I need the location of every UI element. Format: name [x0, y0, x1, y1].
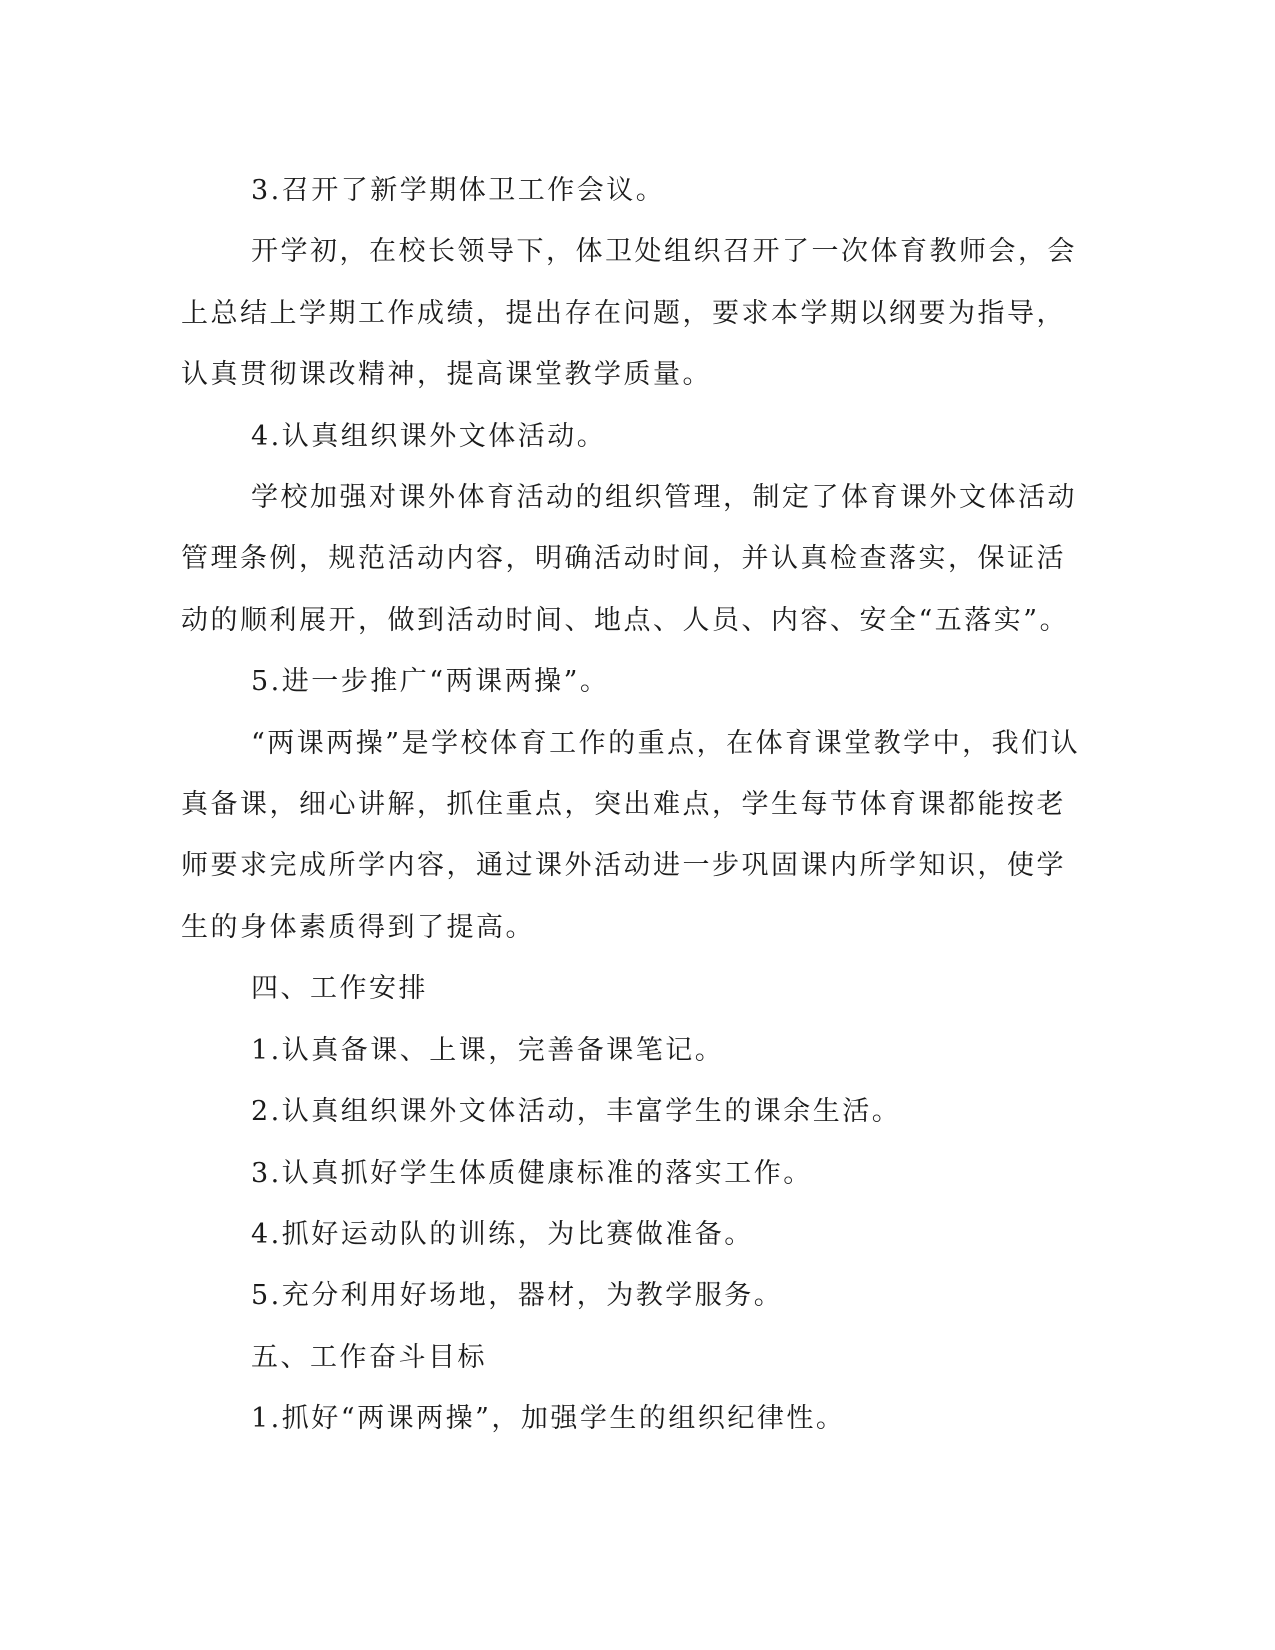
numbered-item: 5.充分利用好场地，器材，为教学服务。	[251, 1280, 784, 1312]
numbered-item: 1.认真备课、上课，完善备课笔记。	[251, 1034, 725, 1066]
numbered-item: 3.认真抓好学生体质健康标准的落实工作。	[251, 1157, 813, 1189]
paragraph-line: 上总结上学期工作成绩，提出存在问题，要求本学期以纲要为指导，	[181, 297, 1066, 329]
paragraph-line: 认真贯彻课改精神，提高课堂教学质量。	[181, 359, 712, 391]
numbered-item: 5.进一步推广“两课两操”。	[251, 666, 610, 698]
section-heading: 五、工作奋斗目标	[251, 1341, 487, 1373]
paragraph-line: 生的身体素质得到了提高。	[181, 911, 535, 943]
paragraph-line: 师要求完成所学内容，通过课外活动进一步巩固课内所学知识，使学	[181, 850, 1066, 882]
paragraph-line: 学校加强对课外体育活动的组织管理，制定了体育课外文体活动	[251, 482, 1077, 514]
numbered-item: 2.认真组织课外文体活动，丰富学生的课余生活。	[251, 1096, 902, 1128]
paragraph-line: 管理条例，规范活动内容，明确活动时间，并认真检查落实，保证活	[181, 543, 1066, 575]
paragraph-line: 动的顺利展开，做到活动时间、地点、人员、内容、安全“五落实”。	[181, 604, 1070, 636]
numbered-item: 3.召开了新学期体卫工作会议。	[251, 175, 666, 206]
numbered-item: 1.抓好“两课两操”，加强学生的组织纪律性。	[251, 1403, 846, 1435]
numbered-item: 4.认真组织课外文体活动。	[251, 420, 607, 452]
paragraph-line: 真备课，细心讲解，抓住重点，突出难点，学生每节体育课都能按老	[181, 789, 1066, 821]
section-heading: 四、工作安排	[251, 973, 428, 1005]
numbered-item: 4.抓好运动队的训练，为比赛做准备。	[251, 1218, 754, 1250]
paragraph-line: 开学初，在校长领导下，体卫处组织召开了一次体育教师会，会	[251, 236, 1077, 268]
paragraph-line: “两课两操”是学校体育工作的重点，在体育课堂教学中，我们认	[251, 727, 1081, 759]
document-body	[181, 160, 1081, 1450]
